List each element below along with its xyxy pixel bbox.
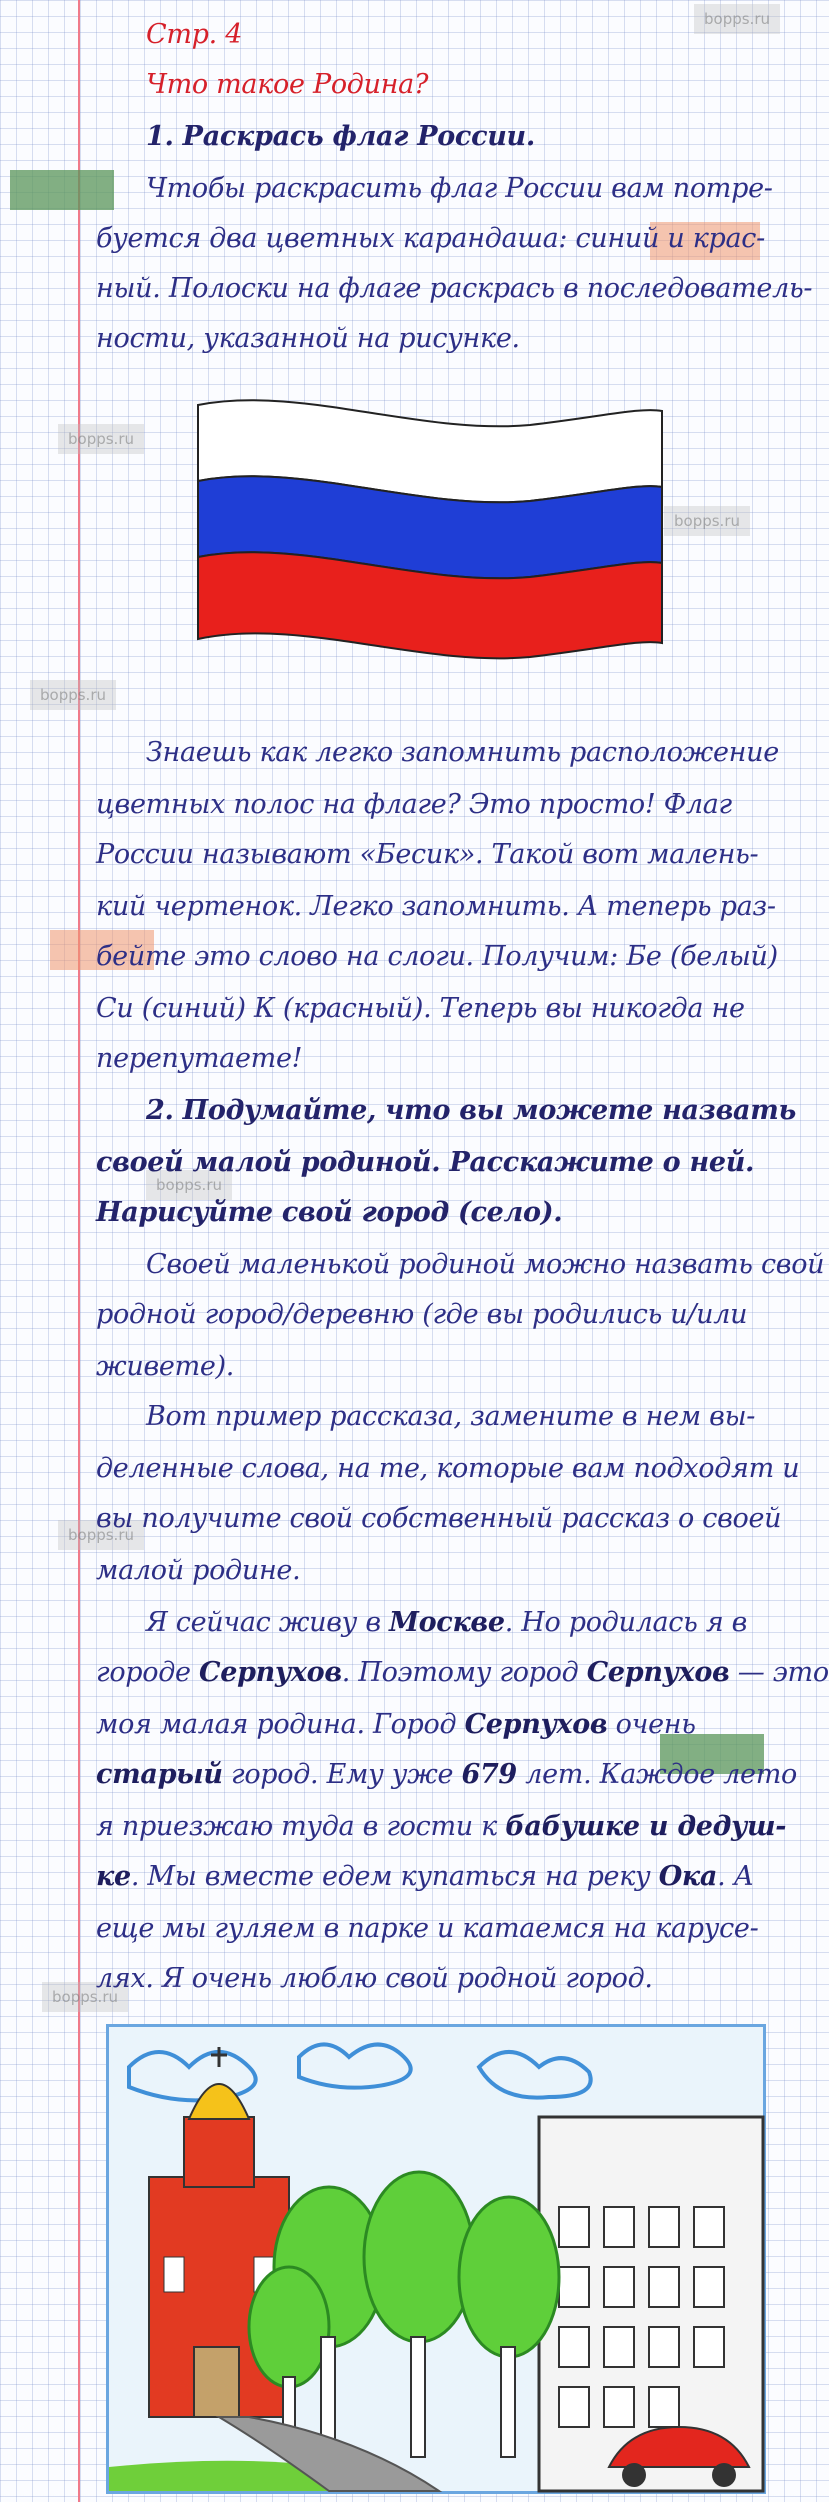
task1-line: буется два цветных карандаша: синий и крас- [96, 223, 765, 254]
story-line: Я сейчас живу в Москве. Но родилась я в [146, 1607, 748, 1638]
page-label: Стр. 4 [146, 19, 243, 50]
watermark: bopps.ru [58, 424, 144, 454]
hometown-drawing [106, 2024, 766, 2494]
task2-title: Нарисуйте свой город (село). [96, 1197, 563, 1228]
watermark: bopps.ru [146, 1170, 232, 1200]
task2-text-line: вы получите свой собственный рассказ о своей [96, 1503, 782, 1534]
story-line: городе Серпухов. Поэтому город Серпухов — это [96, 1657, 829, 1688]
task1-line: Чтобы раскрасить флаг России вам потре- [146, 173, 773, 204]
watermark: bopps.ru [58, 1520, 144, 1550]
notebook-margin-line [78, 0, 80, 2502]
mnemonic-line: перепутаете! [96, 1043, 303, 1074]
story-line: лях. Я очень люблю свой родной город. [96, 1963, 653, 1994]
story-line: моя малая родина. Город Серпухов очень [96, 1709, 696, 1740]
task1-title: 1. Раскрась флаг России. [146, 121, 535, 152]
task2-title: 2. Подумайте, что вы можете назвать [146, 1095, 797, 1126]
task1-line: ности, указанной на рисунке. [96, 323, 520, 354]
mnemonic-line: Знаешь как легко запомнить расположение [146, 737, 779, 768]
watermark: bopps.ru [42, 1982, 128, 2012]
task2-title: своей малой родиной. Расскажите о ней. [96, 1147, 755, 1178]
watermark: bopps.ru [664, 506, 750, 536]
watermark: bopps.ru [694, 4, 780, 34]
watermark: bopps.ru [30, 680, 116, 710]
task2-text-line: Своей маленькой родиной можно назвать свой [146, 1249, 825, 1280]
task2-text-line: родной город/деревню (где вы родились и/или [96, 1299, 748, 1330]
task2-text-line: живете). [96, 1351, 235, 1382]
topic-title: Что такое Родина? [146, 69, 429, 100]
mnemonic-line: России называют «Бесик». Такой вот малень- [96, 839, 759, 870]
story-line: старый город. Ему уже 679 лет. Каждое лето [96, 1759, 797, 1790]
story-line: я приезжаю туда в гости к бабушке и дедуш- [96, 1811, 787, 1842]
mnemonic-line: бейте это слово на слоги. Получим: Бе (белый) [96, 941, 778, 972]
mnemonic-line: цветных полос на флаге? Это просто! Флаг [96, 789, 732, 820]
task2-text-line: Вот пример рассказа, замените в нем вы- [146, 1401, 756, 1432]
task2-text-line: малой родине. [96, 1555, 301, 1586]
story-line: еще мы гуляем в парке и катаемся на карусе- [96, 1913, 759, 1944]
decor-tag [10, 170, 114, 210]
task1-line: ный. Полоски на флаге раскрась в последователь- [96, 273, 813, 304]
story-line: ке. Мы вместе едем купаться на реку Ока. А [96, 1861, 754, 1892]
russian-flag [190, 395, 670, 695]
mnemonic-line: кий чертенок. Легко запомнить. А теперь раз- [96, 891, 776, 922]
mnemonic-line: Си (синий) К (красный). Теперь вы никогда не [96, 993, 745, 1024]
task2-text-line: деленные слова, на те, которые вам подходят и [96, 1453, 800, 1484]
